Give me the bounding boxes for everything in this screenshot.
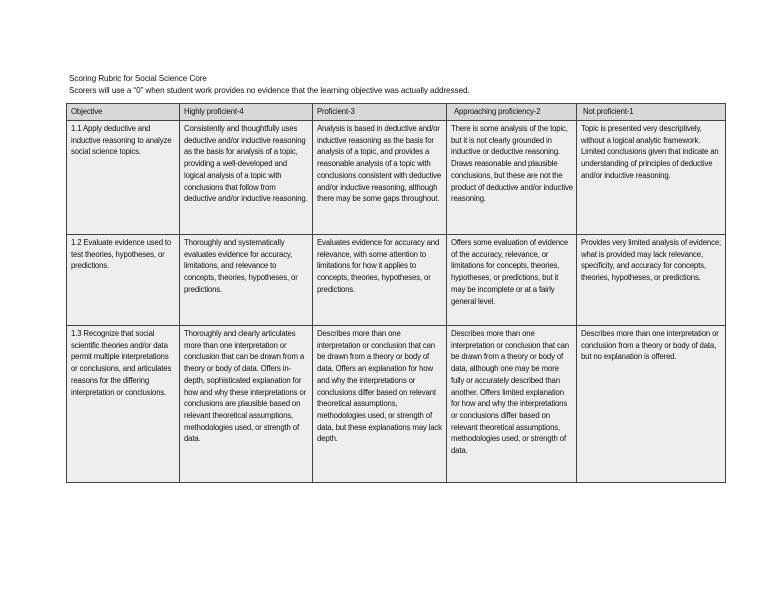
header-objective: Objective [67, 104, 180, 121]
table-row [67, 235, 726, 326]
table-header-row [67, 104, 726, 121]
not-proficient-cell: Describes more than one interpretation or conclusion from a theory or body of data, but no explanation is offered. [577, 326, 726, 483]
proficient-cell: Describes more than one interpretation or conclusion that can be drawn from a theory or body of data. Offers an explanation for how and why the interpretations or conclusions differ based on relevant theoretical assumptions, methodologies used, or strength of data, but these explanations may lack depth. [313, 326, 447, 483]
proficient-cell: Analysis is based in deductive and/or inductive reasoning as the basis for analysis of a topic, and provides a reasonable analysis of a topic with conclusions consistent with deductive and/or inductive reasoning, although there may be some gaps throughout. [313, 121, 447, 235]
objective-cell: 1.2 Evaluate evidence used to test theories, hypotheses, or predictions. [67, 235, 180, 326]
header-highly-proficient: Highly proficient-4 [180, 104, 313, 121]
document-title: Scoring Rubric for Social Science Core [69, 74, 207, 83]
table-row [67, 326, 726, 483]
table-row [67, 121, 726, 235]
header-not-proficient: Not proficient-1 [577, 104, 726, 121]
not-proficient-cell: Topic is presented very descriptively, without a logical analytic framework. Limited conclusions given that indicate an understanding of principles of deductive and/or inductive reasoning. [577, 121, 726, 235]
highly-proficient-cell: Consistently and thoughtfully uses deductive and/or inductive reasoning as the basis for analysis of a topic, providing a well-developed and logical analysis of a topic with conclusions that follow from deductive and/or inductive reasoning. [180, 121, 313, 235]
header-approaching-proficiency: Approaching proficiency-2 [447, 104, 577, 121]
proficient-cell: Evaluates evidence for accuracy and relevance, with some attention to limitations for how it applies to concepts, theories, hypotheses, or predictions. [313, 235, 447, 326]
document-subtitle: Scorers will use a “0” when student work provides no evidence that the learning objective was actually addressed. [69, 85, 470, 95]
objective-cell: 1.1 Apply deductive and inductive reasoning to analyze social science topics. [67, 121, 180, 235]
header-proficient: Proficient-3 [313, 104, 447, 121]
highly-proficient-cell: Thoroughly and clearly articulates more than one interpretation or conclusion that can be drawn from a theory or body of data. Offers in-depth, sophisticated explanation for how and why these interpretations or conclusions are plausible based on relevant theoretical assumptions, methodologies used, or strength of data. [180, 326, 313, 483]
scoring-rubric-table [66, 103, 726, 483]
highly-proficient-cell: Thoroughly and systematically evaluates evidence for accuracy, limitations, and relevance to concepts, theories, hypotheses, or predictions. [180, 235, 313, 326]
document-heading [69, 73, 470, 96]
approaching-proficiency-cell: Offers some evaluation of evidence of the accuracy, relevance, or limitations for concepts, theories, hypotheses, or predictions, but it may be incomplete or at a fairly general level. [447, 235, 577, 326]
approaching-proficiency-cell: There is some analysis of the topic, but it is not clearly grounded in inductive or deductive reasoning. Draws reasonable and plausible conclusions, but these are not the product of deductive and/or inductive reasoning. [447, 121, 577, 235]
not-proficient-cell: Provides very limited analysis of evidence; what is provided may lack relevance, specificity, and accuracy for concepts, theories, hypotheses, or predictions. [577, 235, 726, 326]
approaching-proficiency-cell: Describes more than one interpretation or conclusion that can be drawn from a theory or body of data, although one may be more fully or accurately described than another. Offers limited explanation for how and why the interpretations or conclusions differ based on relevant theoretical assumptions, methodologies used, or strength of data. [447, 326, 577, 483]
objective-cell: 1.3 Recognize that social scientific theories and/or data permit multiple interpretations or conclusions, and articulates reasons for the differing interpretation or conclusions. [67, 326, 180, 483]
